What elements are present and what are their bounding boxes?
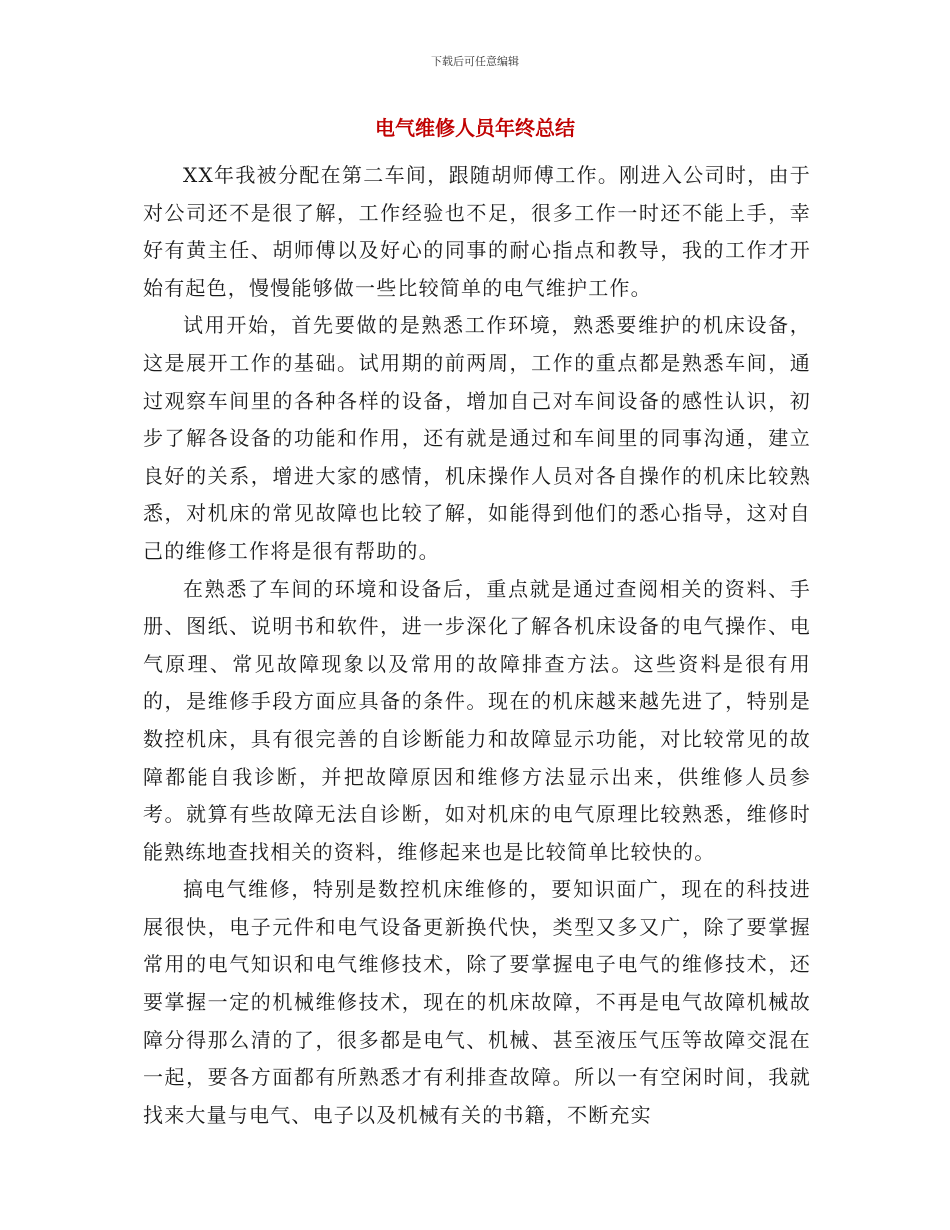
header-note: 下载后可任意编辑 xyxy=(431,55,519,68)
paragraph-2: 试用开始，首先要做的是熟悉工作环境，熟悉要维护的机床设备，这是展开工作的基础。试用期的前两周，工作的重点都是熟悉车间，通过观察车间里的各种各样的设备，增加自己对车间设备的感性认识，初步了解各设备的功能和作用，还有就是通过和车间里的同事沟通，建立良好的关系，增进大家的感情，机床操作人员对各自操作的机床比较熟悉，对机床的常见故障也比较了解，如能得到他们的悉心指导，这对自己的维修工作将是很有帮助的。 xyxy=(143,313,811,563)
paragraph-4: 搞电气维修，特别是数控机床维修的，要知识面广，现在的科技进展很快，电子元件和电气设备更新换代快，类型又多又广，除了要掌握常用的电气知识和电气维修技术，除了要掌握电子电气的维修技术，还要掌握一定的机械维修技术，现在的机床故障，不再是电气故障机械故障分得那么清的了，很多都是电气、机械、甚至液压气压等故障交混在一起，要各方面都有所熟悉才有利排查故障。所以一有空闲时间，我就找来大量与电气、电子以及机械有关的书籍，不断充实 xyxy=(143,877,811,1127)
document-title: 电气维修人员年终总结 xyxy=(375,116,575,140)
paragraph-3: 在熟悉了车间的环境和设备后，重点就是通过查阅相关的资料、手册、图纸、说明书和软件，进一步深化了解各机床设备的电气操作、电气原理、常见故障现象以及常用的故障排查方法。这些资料是很有用的，是维修手段方面应具备的条件。现在的机床越来越先进了，特别是数控机床，具有很完善的自诊断能力和故障显示功能，对比较常见的故障都能自我诊断，并把故障原因和维修方法显示出来，供维修人员参考。就算有些故障无法自诊断，如对机床的电气原理比较熟悉，维修时能熟练地查找相关的资料，维修起来也是比较简单比较快的。 xyxy=(143,576,811,864)
document-body xyxy=(143,157,811,1134)
paragraph-1: XX年我被分配在第二车间，跟随胡师傅工作。刚进入公司时，由于对公司还不是很了解，工作经验也不足，很多工作一时还不能上手，幸好有黄主任、胡师傅以及好心的同事的耐心指点和教导，我的工作才开始有起色，慢慢能够做一些比较简单的电气维护工作。 xyxy=(143,163,811,300)
